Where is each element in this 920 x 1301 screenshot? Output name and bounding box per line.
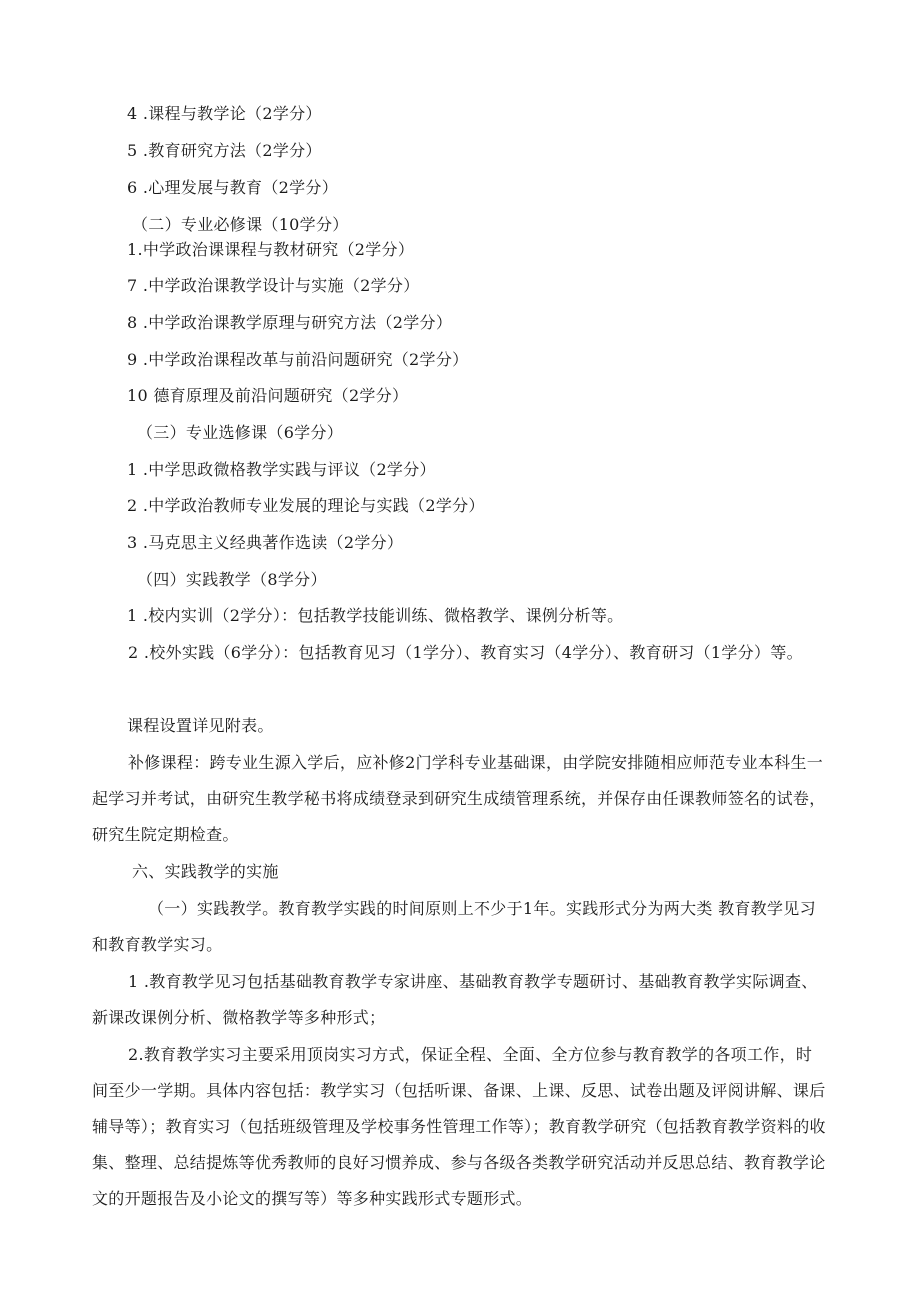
internship-paragraph: 2.教育教学实习主要采用顶岗实习方式，保证全程、全面、全方位参与教育教学的各项工作，时间至少一学期。具体内容包括：教学实习（包括听课、备课、上课、反思、试卷出题及评阅讲解、课后辅导等）；教育实习（包括班级管理及学校事务性管理工作等）；教育教学研究（包括教育教学资料的收集、整理、总结提炼等优秀教师的良好习惯养成、参与各级各类教学研究活动并反思总结、教育教学论文的开题报告及小论文的撰写等）等多种实践形式专题形式。 <box>92 1045 826 1208</box>
practice-teaching-paragraph: （一）实践教学。教育教学实践的时间原则上不少于1年。实践形式分为两大类 教育教学见习和教育教学实习。 <box>92 899 816 954</box>
course-schedule-note: 课程设置详见附表。 <box>127 716 274 735</box>
practice-item-1: 1 .校内实训（2学分）：包括教学技能训练、微格教学、课例分析等。 <box>127 606 624 625</box>
required-course-1: 1.中学政治课课程与教材研究（2学分） <box>127 240 415 259</box>
elective-course-1: 1 .中学思政微格教学实践与评议（2学分） <box>127 460 436 479</box>
practice-item-2: 2 .校外实践（6学分）：包括教育见习（1学分）、教育实习（4学分）、教育研习（1学分）等。 <box>128 643 803 662</box>
section-practice-teaching: （四）实践教学（8学分） <box>137 570 327 589</box>
course-item-6: 6 .心理发展与教育（2学分） <box>127 178 339 197</box>
section-required-courses: （二）专业必修课（10学分） <box>132 215 349 234</box>
supplement-course-paragraph: 补修课程：跨专业生源入学后，应补修2门学科专业基础课，由学院安排随相应师范专业本科生一起学习并考试，由研究生教学秘书将成绩登录到研究生成绩管理系统，并保存由任课教师签名的试卷，研究生院定期检查。 <box>92 753 826 844</box>
course-item-4: 4 .课程与教学论（2学分） <box>127 104 322 123</box>
section-six-heading: 六、实践教学的实施 <box>132 862 279 881</box>
elective-course-3: 3 .马克思主义经典著作选读（2学分） <box>127 533 404 552</box>
required-course-7: 7 .中学政治课教学设计与实施（2学分） <box>127 276 420 295</box>
required-course-10: 10 德育原理及前沿问题研究（2学分） <box>127 386 409 405</box>
required-course-8: 8 .中学政治课教学原理与研究方法（2学分） <box>127 313 453 332</box>
section-elective-courses: （三）专业选修课（6学分） <box>137 423 344 442</box>
course-item-5: 5 .教育研究方法（2学分） <box>127 141 322 160</box>
required-course-9: 9 .中学政治课程改革与前沿问题研究（2学分） <box>127 350 469 369</box>
observation-paragraph: 1 .教育教学见习包括基础教育教学专家讲座、基础教育教学专题研讨、基础教育教学实际调查、新课改课例分析、微格教学等多种形式； <box>92 972 818 1027</box>
elective-course-2: 2 .中学政治教师专业发展的理论与实践（2学分） <box>127 496 485 515</box>
